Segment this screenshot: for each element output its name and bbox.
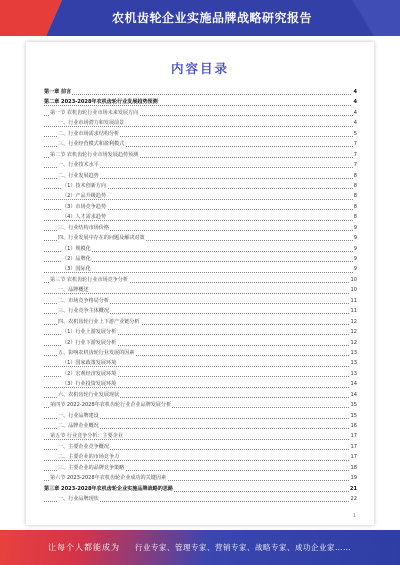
toc-entry-page: 8: [353, 202, 357, 212]
toc-entry[interactable]: [44, 139, 357, 149]
toc-entry-page: 17: [350, 431, 357, 441]
toc-entry[interactable]: [44, 431, 357, 441]
toc-entry-page: 17: [350, 442, 357, 452]
toc-entry-page: 15: [350, 400, 357, 410]
toc-entry-text: 四、农机齿轮行业上下游产业链分析: [58, 318, 140, 325]
toc-entry[interactable]: [44, 87, 357, 97]
toc-entry[interactable]: [44, 160, 357, 170]
header-banner: [0, 0, 400, 36]
toc-entry-page: 13: [350, 369, 357, 379]
toc-entry[interactable]: [44, 118, 357, 128]
toc-entry-text: 一、行业市场潜力和发展前景: [58, 120, 125, 127]
toc-entry[interactable]: [44, 306, 357, 316]
toc-entry-text: 二、主要企业的市场竞争力: [58, 454, 120, 461]
toc-entry[interactable]: [44, 400, 357, 410]
toc-entry-text: （2）宏观经济发展环境: [62, 370, 117, 377]
toc-entry-text: 第五节 行业竞争分析：主要企业: [50, 433, 123, 440]
toc-entry-page: 9: [353, 223, 357, 233]
toc-entry[interactable]: [44, 202, 357, 212]
toc-entry-text: （3）市场竞争趋势: [62, 203, 106, 210]
toc-entry-text: （2）行业下游发展分析: [62, 339, 117, 346]
toc-entry[interactable]: [44, 358, 357, 368]
toc-entry-page: 11: [350, 296, 357, 306]
toc-entry-page: 9: [353, 244, 357, 254]
toc-entry-text: （3）国际化: [62, 266, 91, 273]
toc-entry-page: 11: [350, 306, 357, 316]
toc-entry-page: 14: [350, 379, 357, 389]
toc-entry[interactable]: [44, 411, 357, 421]
toc-entry[interactable]: [44, 181, 357, 191]
toc-entry[interactable]: [44, 97, 357, 107]
toc-entry-text: （1）规模化: [62, 245, 91, 252]
toc-entry-page: 22: [350, 494, 357, 504]
footer-banner: [0, 530, 400, 565]
toc-entry-text: 二、行业发展趋势: [58, 172, 99, 179]
toc-entry-text: 一、行业技术水平: [58, 162, 99, 169]
document-page: [26, 42, 374, 525]
toc-entry[interactable]: [44, 254, 357, 264]
toc-entry[interactable]: [44, 285, 357, 295]
toc-entry-page: 4: [353, 118, 357, 128]
toc-entry-text: 三、行业经营模式和盈利模式: [58, 141, 125, 148]
toc-entry-text: 五、影响农机齿轮行业发展的因素: [58, 349, 135, 356]
toc-entry[interactable]: [44, 296, 357, 306]
footer-slogan-left: 让每个人都能成为: [48, 543, 120, 552]
toc-entry[interactable]: [44, 171, 357, 181]
toc-entry[interactable]: [44, 421, 357, 431]
toc-entry[interactable]: [44, 473, 357, 483]
footer-slogan-right: 行业专家、管理专家、营销专家、战略专家、成功企业家……: [135, 543, 351, 552]
toc-entry-text: 二、行业市场需求结构分析: [58, 130, 120, 137]
toc-entry[interactable]: [44, 348, 357, 358]
toc-entry[interactable]: [44, 390, 357, 400]
toc-entry-text: 第四节 2022-2028年农机齿轮行业企业品牌发展分析: [50, 402, 172, 409]
toc-entry-page: 8: [353, 212, 357, 222]
toc-entry[interactable]: [44, 264, 357, 274]
toc-list: [44, 87, 357, 505]
toc-entry-page: 4: [353, 108, 357, 118]
toc-entry-text: （3）行业投资发展环境: [62, 381, 117, 388]
toc-leader-dots: [44, 293, 353, 294]
toc-entry-page: 4: [352, 87, 357, 97]
toc-entry[interactable]: [44, 317, 357, 327]
toc-entry-page: 19: [350, 473, 357, 483]
toc-entry[interactable]: [44, 191, 357, 201]
toc-entry[interactable]: [44, 442, 357, 452]
toc-leader-dots: [44, 94, 353, 95]
toc-entry-page: 10: [350, 285, 357, 295]
toc-entry[interactable]: [44, 327, 357, 337]
toc-entry-text: （1）技术创新方向: [62, 182, 106, 189]
toc-entry-page: 9: [353, 264, 357, 274]
toc-entry-text: 三、行业结构市场价格: [58, 224, 109, 231]
toc-entry-text: （1）国家政策发展环境: [62, 360, 117, 367]
toc-entry-page: 12: [350, 327, 357, 337]
toc-entry-page: 18: [350, 463, 357, 473]
toc-entry[interactable]: [44, 494, 357, 504]
toc-entry-page: 9: [353, 233, 357, 243]
toc-entry-page: 13: [350, 348, 357, 358]
toc-entry-page: 12: [350, 317, 357, 327]
toc-entry[interactable]: [44, 369, 357, 379]
toc-entry-page: 14: [350, 390, 357, 400]
toc-entry[interactable]: [44, 212, 357, 222]
toc-entry[interactable]: [44, 223, 357, 233]
toc-entry-page: 16: [350, 421, 357, 431]
toc-entry-page: 7: [353, 160, 357, 170]
toc-entry[interactable]: [44, 233, 357, 243]
toc-entry-text: （1）行业上游发展分析: [62, 329, 117, 336]
toc-entry-page: 7: [353, 139, 357, 149]
toc-entry-text: 一、主要企业竞争概况: [58, 443, 109, 450]
toc-entry-text: 三、主要企业的品牌竞争策略: [58, 464, 125, 471]
toc-entry[interactable]: [44, 338, 357, 348]
toc-entry-page: 8: [353, 181, 357, 191]
toc-entry-text: 一、行业品牌建设: [58, 412, 99, 419]
toc-entry-text: 第二章 2023-2028年农机齿轮行业发展趋势预测: [44, 99, 158, 106]
toc-entry[interactable]: [44, 463, 357, 473]
toc-entry-text: 三、行业竞争主体概况: [58, 308, 109, 315]
toc-entry[interactable]: [44, 129, 357, 139]
toc-entry-text: 二、品牌企业概况: [58, 423, 99, 429]
toc-entry-page: 7: [353, 150, 357, 160]
toc-entry-text: 第一章 前言: [44, 89, 72, 95]
toc-entry-page: 8: [353, 191, 357, 201]
toc-entry-text: 一、品牌概述: [58, 287, 89, 294]
toc-entry-page: 4: [352, 97, 357, 107]
toc-entry[interactable]: [44, 244, 357, 254]
toc-entry-text: 第一节 农机齿轮行业市场未来发展方向: [50, 109, 139, 116]
toc-entry-page: 10: [350, 275, 357, 285]
report-title: 农机齿轮企业实施品牌战略研究报告: [111, 11, 312, 25]
toc-entry-page: 8: [353, 171, 357, 181]
toc-entry-text: 第三章 2023-2028年农机齿轮企业实施品牌战略的思路: [44, 485, 174, 492]
toc-entry[interactable]: [44, 484, 357, 494]
toc-entry[interactable]: [44, 150, 357, 160]
toc-entry-page: 9: [353, 254, 357, 264]
page-number: 1: [353, 514, 356, 519]
toc-entry-page: 13: [350, 358, 357, 368]
toc-entry-text: 四、行业发展中存在的问题及解决对策: [58, 235, 145, 242]
toc-entry-page: 21: [349, 484, 357, 494]
toc-entry-text: 第二节 农机齿轮行业市场发展趋势预测: [50, 151, 139, 158]
toc-entry-text: 二、市场竞争格局分析: [58, 297, 109, 304]
toc-heading: 内容目录: [170, 61, 229, 76]
toc-entry-page: 12: [350, 338, 357, 348]
toc-entry-text: 第三节 农机齿轮行业市场竞争分析: [50, 276, 129, 283]
toc-entry[interactable]: [44, 108, 357, 118]
toc-entry-text: 六、农机齿轮行业发展现状: [58, 391, 120, 398]
toc-entry-text: （2）产品升级趋势: [62, 193, 106, 200]
toc-entry-page: 17: [350, 452, 357, 462]
toc-entry[interactable]: [44, 275, 357, 285]
toc-entry[interactable]: [44, 379, 357, 389]
toc-entry-text: （2）品牌化: [62, 256, 91, 262]
toc-entry-text: 第六节 2023-2028年农机齿轮企业成功的关键因素: [50, 475, 166, 482]
toc-entry-page: 5: [353, 129, 357, 139]
toc-entry-page: 15: [350, 411, 357, 421]
toc-entry-text: （4）人才需求趋势: [62, 214, 106, 221]
toc-entry[interactable]: [44, 452, 357, 462]
toc-entry-text: 一、行业品牌现状: [58, 496, 99, 503]
